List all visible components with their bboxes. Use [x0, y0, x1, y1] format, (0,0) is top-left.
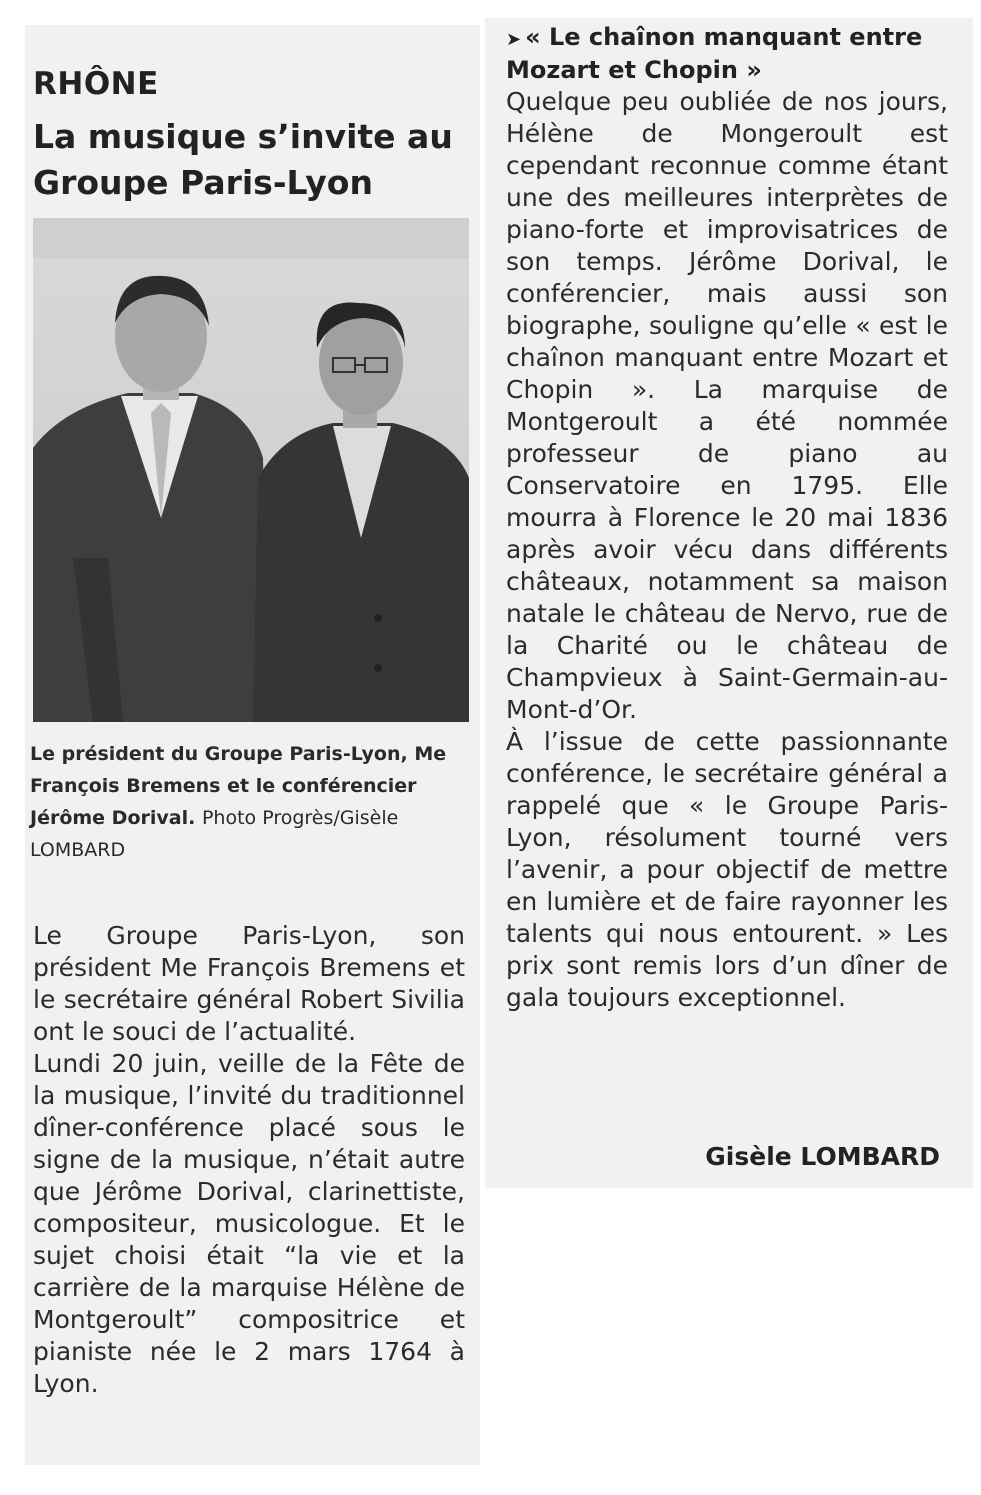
photo-caption: [30, 738, 480, 866]
body-paragraph: Le Groupe Paris-Lyon, son président Me François Bremens et le secrétaire général Robert Sivilia ont le souci de l’actualité.: [33, 921, 465, 1046]
region-kicker: RHÔNE: [33, 66, 159, 102]
body-paragraph: À l’issue de cette passionnante conférence, le secrétaire général a rappelé que « le Groupe Paris-Lyon, résolument tourné vers l’avenir, a pour objectif de mettre en lumière et de faire rayonner les talents qui nous entourent. » Les prix sont remis lors d’un dîner de gala toujours exceptionnel.: [506, 727, 948, 1012]
body-column-right: [506, 86, 948, 1014]
body-column-left: [33, 920, 465, 1400]
author-signature: Gisèle LOMBARD: [705, 1142, 940, 1171]
arrow-icon: ➤: [506, 29, 522, 50]
article-headline: La musique s’invite au Groupe Paris-Lyon: [33, 117, 453, 202]
article-photo: [33, 218, 469, 722]
caption-text: Le président du Groupe Paris-Lyon, Me François Bremens et le conférencier Jérôme Dorival.: [30, 743, 447, 829]
photo-credit: Photo Progrès/Gisèle LOMBARD: [30, 807, 399, 861]
subhead-text: « Le chaînon manquant entre Mozart et Chopin »: [506, 23, 923, 84]
body-paragraph: Quelque peu oubliée de nos jours, Hélène de Mongeroult est cependant reconnue comme étant une des meilleures interprètes de piano-forte et improvisatrices de son temps. Jérôme Dorival, le conférencier, mais aussi son biographe, souligne qu’elle « est le chaînon manquant entre Mozart et Chopin ». La marquise de Montgeroult a été nommée professeur de piano au Conservatoire en 1795. Elle mourra à Florence le 20 mai 1836 après avoir vécu dans différents châteaux, notamment sa maison natale le château de Nervo, rue de la Charité ou le château de Champvieux à Saint-Germain-au-Mont-d’Or.: [506, 87, 948, 724]
article-subhead: [506, 22, 946, 85]
body-paragraph: Lundi 20 juin, veille de la Fête de la musique, l’invité du traditionnel dîner-conférence placé sous le signe de la musique, n’était autre que Jérôme Dorival, clarinettiste, compositeur, musicologue. Et le sujet choisi était “la vie et la carrière de la marquise Hélène de Montgeroult” compositrice et pianiste née le 2 mars 1764 à Lyon.: [33, 1049, 465, 1398]
